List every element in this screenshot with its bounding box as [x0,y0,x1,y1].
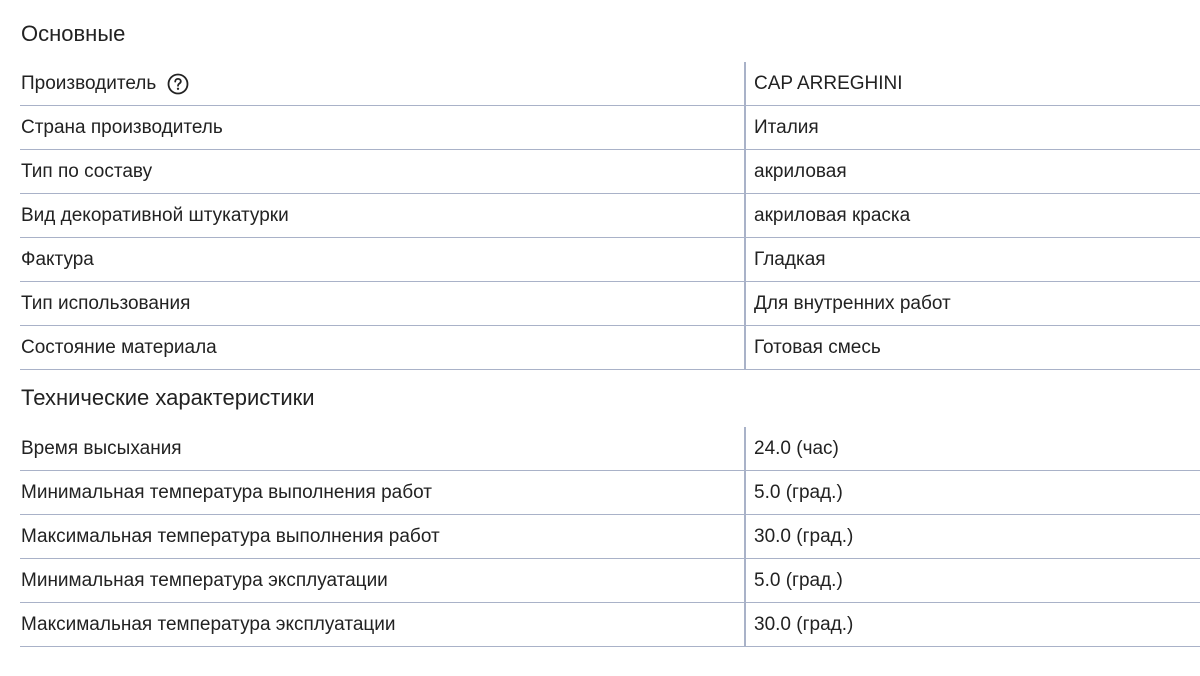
section-title-main: Основные [21,21,126,46]
spec-value: 5.0 (град.) [754,569,843,591]
spec-key-cell [20,62,744,105]
spec-row-composition-type [20,150,1200,194]
spec-row-max-operating-temp [20,603,1200,647]
spec-key-label: Максимальная температура выполнения работ [21,525,440,547]
spec-value: CAP ARREGHINI [754,72,903,94]
spec-row-min-operating-temp [20,559,1200,603]
spec-value: Гладкая [754,248,826,270]
spec-key-label: Тип по составу [21,160,153,182]
spec-value: Для внутренних работ [754,292,951,314]
spec-key-label: Страна производитель [21,116,223,138]
spec-value: 30.0 (град.) [754,525,854,547]
question-circle-icon[interactable] [167,73,189,95]
spec-table-main [20,62,1200,370]
spec-row-texture [20,238,1200,282]
spec-value: 24.0 (час) [754,437,839,459]
spec-row-max-work-temp [20,515,1200,559]
spec-row-min-work-temp [20,471,1200,515]
spec-key-label: Время высыхания [21,437,182,459]
spec-key-label: Тип использования [21,292,191,314]
spec-value: акриловая [754,160,847,182]
spec-row-plaster-kind [20,194,1200,238]
spec-value: Италия [754,116,819,138]
spec-value: 5.0 (град.) [754,481,843,503]
spec-key-label: Минимальная температура эксплуатации [21,569,388,591]
spec-key-label: Фактура [21,248,94,270]
spec-key-label: Максимальная температура эксплуатации [21,613,396,635]
spec-row-drying-time [20,427,1200,471]
spec-table-technical [20,427,1200,647]
spec-value: акриловая краска [754,204,911,226]
spec-row-usage-type [20,282,1200,326]
spec-key-label: Производитель [21,72,157,94]
spec-key-label: Состояние материала [21,336,217,358]
spec-key-label: Вид декоративной штукатурки [21,204,289,226]
spec-row-country [20,106,1200,150]
spec-row-material-state [20,326,1200,370]
spec-key-label: Минимальная температура выполнения работ [21,481,432,503]
spec-row-manufacturer [20,62,1200,106]
section-title-technical: Технические характеристики [21,385,315,410]
spec-value: Готовая смесь [754,336,881,358]
spec-value: 30.0 (град.) [754,613,854,635]
